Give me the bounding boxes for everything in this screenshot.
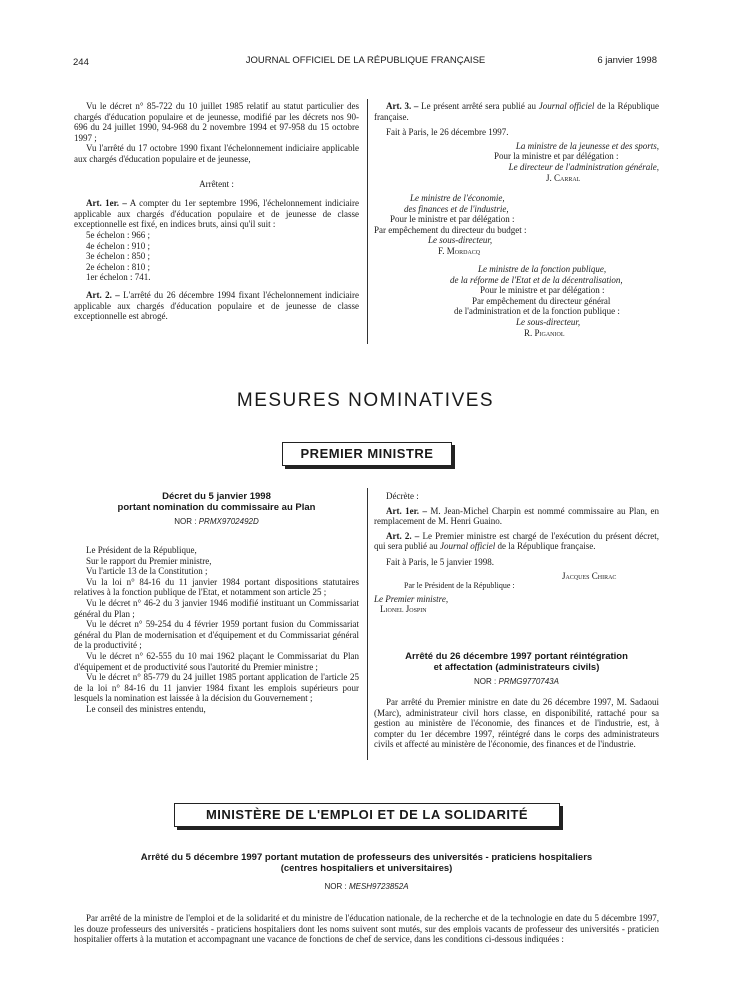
decret-right-column	[374, 491, 659, 615]
arrete-title-block	[374, 651, 659, 686]
article-text: L'arrêté du 26 décembre 1994 fixant l'échelonnement indiciaire applicable aux chargés d'éducation populaire et de jeunesse de classe exceptionnelle est abrogé.	[74, 289, 359, 322]
decrete: Décrète :	[386, 491, 419, 501]
paragraph: Sur le rapport du Premier ministre,	[86, 555, 212, 566]
journal-title: JOURNAL OFFICIEL DE LA RÉPUBLIQUE FRANÇAISE	[245, 55, 486, 66]
signature-line: Le Premier ministre,	[374, 593, 449, 604]
article-text: A compter du 1er septembre 1996, l'échelonnement indiciaire applicable aux chargés d'éducation populaire et de jeunesse de classe exceptionnelle est fixé, en indices bruts, ainsi qu'il suit :	[74, 198, 360, 230]
paragraph: Vu l'arrêté du 17 octobre 1990 fixant l'échelonnement indiciaire applicable aux chargés d'éducation populaire et de jeunesse,	[74, 143, 359, 164]
signatory-name: J. Carral	[546, 172, 581, 183]
paragraph: Par arrêté du Premier ministre en date du 26 décembre 1997, M. Sadaoui (Marc), administrateur civil hors classe, en disponibilité, rattaché pour sa gestion au ministère de l'économie, des finances et de l'industrie, est, à compter du 1er décembre 1997, réintégré dans le corps des administrateurs civils et affecté au ministère de l'économie, des finances et de l'industrie.	[374, 697, 659, 750]
signature-line: Par empêchement du directeur général	[472, 295, 611, 306]
decret-title-block	[74, 491, 359, 526]
nor-reference: NOR : PRMG9770743A	[474, 677, 559, 686]
echelon-item: 3e échelon : 850 ;	[86, 251, 150, 262]
top-right-column	[374, 101, 659, 183]
article-text: de la République française.	[374, 101, 659, 122]
signature-line: Le ministre de la fonction publique,	[478, 264, 607, 274]
article-label: Art. 2. –	[386, 530, 420, 541]
signatory-name: Lionel Jospin	[380, 604, 427, 615]
signature-line: des finances et de l'industrie,	[404, 203, 509, 214]
signature-line: Le directeur de l'administration générale,	[508, 161, 659, 172]
top-left-column	[74, 101, 359, 322]
nor-reference: NOR : PRMX9702492D	[174, 517, 259, 526]
arrete-title-block	[74, 852, 659, 891]
echelon-item: 2e échelon : 810 ;	[86, 261, 150, 272]
signature-block	[440, 264, 660, 338]
article-label: Art. 3. –	[386, 101, 419, 111]
paragraph: Le conseil des ministres entendu,	[86, 703, 206, 714]
column-divider	[367, 488, 368, 760]
paragraph: Le Président de la République,	[86, 545, 197, 555]
signature-line: de la réforme de l'Etat et de la décentralisation,	[450, 274, 623, 285]
signature-line: Le ministre de l'économie,	[410, 193, 505, 203]
signatory-name: R. Piganiol	[524, 327, 565, 338]
fait-line: Fait à Paris, le 26 décembre 1997.	[386, 127, 509, 138]
nor-reference: NOR : MESH9723852A	[324, 882, 409, 891]
signature-line: de l'administration et de la fonction publique :	[454, 306, 620, 317]
arretent: Arrêtent :	[199, 178, 234, 189]
arrete-body	[74, 913, 659, 945]
signature-line: Pour la ministre et par délégation :	[494, 151, 619, 162]
article-label: Art. 1er. –	[86, 198, 127, 209]
signatory-name: F. Mordacq	[438, 245, 481, 256]
paragraph: Vu le décret n° 46-2 du 3 janvier 1946 modifié instituant un Commissariat général du Plan ;	[74, 597, 359, 619]
signature-line: Par le Président de la République :	[404, 581, 515, 591]
paragraph: Vu la loi n° 84-16 du 11 janvier 1984 portant dispositions statutaires relatives à la fonction publique de l'Etat, et notamment son article 25 ;	[74, 576, 359, 598]
article-label: Art. 1er. –	[386, 505, 427, 516]
article-label: Art. 2. –	[86, 289, 120, 300]
echelon-item: 1er échelon : 741.	[86, 272, 151, 283]
decree-subtitle: portant nomination du commissaire au Plan	[117, 502, 316, 513]
journal-ref: Journal officiel	[538, 101, 595, 111]
signature-block	[374, 193, 574, 257]
paragraph: Par arrêté de la ministre de l'emploi et de la solidarité et du ministre de l'éducation nationale, de la recherche et de la technologie en date du 5 décembre 1997, les douze professeurs des universités - praticiens hospitaliers dont les noms suivent sont mutés, sur des emplois vacants de professeur des universités - praticien hospitalier offerts à la mutation et accompagnant une vacance de fonctions de chef de service, dans les conditions ci-dessous indiquées :	[74, 913, 659, 945]
signature-line: Le sous-directeur,	[516, 316, 581, 327]
journal-ref: Journal officiel	[439, 541, 496, 552]
echelon-item: 4e échelon : 910 ;	[86, 240, 150, 251]
echelon-list	[74, 230, 359, 283]
article-text: M. Jean-Michel Charpin est nommé commissaire au Plan, en remplacement de M. Henri Guaino.	[374, 505, 660, 527]
arrete-subtitle: et affectation (administrateurs civils)	[433, 662, 600, 673]
article-text: de la République française.	[495, 541, 596, 552]
echelon-item: 5e échelon : 966 ;	[86, 229, 150, 240]
signature-line: Par empêchement du directeur du budget :	[374, 224, 527, 235]
paragraph: Vu l'article 13 de la Constitution ;	[86, 566, 208, 577]
decret-body	[74, 545, 359, 715]
arrete-subtitle: (centres hospitaliers et universitaires)	[280, 863, 453, 874]
paragraph: Vu le décret n° 85-779 du 24 juillet 1985 portant application de l'article 25 de la loi n° 84-16 du 11 janvier 1984 fixant les emplois supérieurs pour lesquels la nomination est laissée à la décision du Gouvernement ;	[74, 672, 359, 704]
paragraph: Vu le décret n° 85-722 du 10 juillet 1985 relatif au statut particulier des chargés d'éducation populaire et de jeunesse, modifié par les décrets nos 90-696 du 24 juillet 1990, 94-968 du 2 novembre 1994 et 97-958 du 15 octobre 1997 ;	[74, 101, 359, 143]
signature-line: Pour le ministre et par délégation :	[480, 285, 605, 296]
signature-line: Pour le ministre et par délégation :	[390, 214, 515, 225]
ministry-box: PREMIER MINISTRE	[282, 442, 452, 466]
header-date: 6 janvier 1998	[597, 55, 657, 66]
signature-line: La ministre de la jeunesse et des sports,	[515, 140, 659, 151]
column-divider	[367, 99, 368, 344]
paragraph: Vu le décret n° 59-254 du 4 février 1959 portant fusion du Commissariat général du Plan de modernisation et d'équipement et du Commissariat général de la productivité ;	[74, 619, 359, 651]
signature-block	[374, 141, 659, 183]
page-number: 244	[73, 57, 89, 68]
fait-line: Fait à Paris, le 5 janvier 1998.	[386, 556, 494, 567]
arrete-body	[374, 697, 659, 750]
article-text: Le présent arrêté sera publié au	[421, 101, 539, 111]
arrete-title: Arrêté du 5 décembre 1997 portant mutation de professeurs des universités - praticiens hospitaliers	[140, 852, 593, 863]
ministry-box: MINISTÈRE DE L'EMPLOI ET DE LA SOLIDARITÉ	[174, 803, 560, 827]
signature-line: Le sous-directeur,	[428, 235, 493, 246]
paragraph: Vu le décret n° 62-555 du 10 mai 1962 plaçant le Commissariat du Plan d'équipement et de productivité sous l'autorité du Premier ministre ;	[74, 650, 359, 672]
signatory-name: Jacques Chirac	[562, 570, 617, 581]
section-title: MESURES NOMINATIVES	[236, 390, 495, 411]
arrete-title: Arrêté du 26 décembre 1997 portant réintégration	[405, 651, 628, 662]
decree-title: Décret du 5 janvier 1998	[162, 491, 271, 502]
article-text: Le Premier ministre est chargé de l'exécution du présent décret, qui sera publié au	[374, 530, 659, 552]
